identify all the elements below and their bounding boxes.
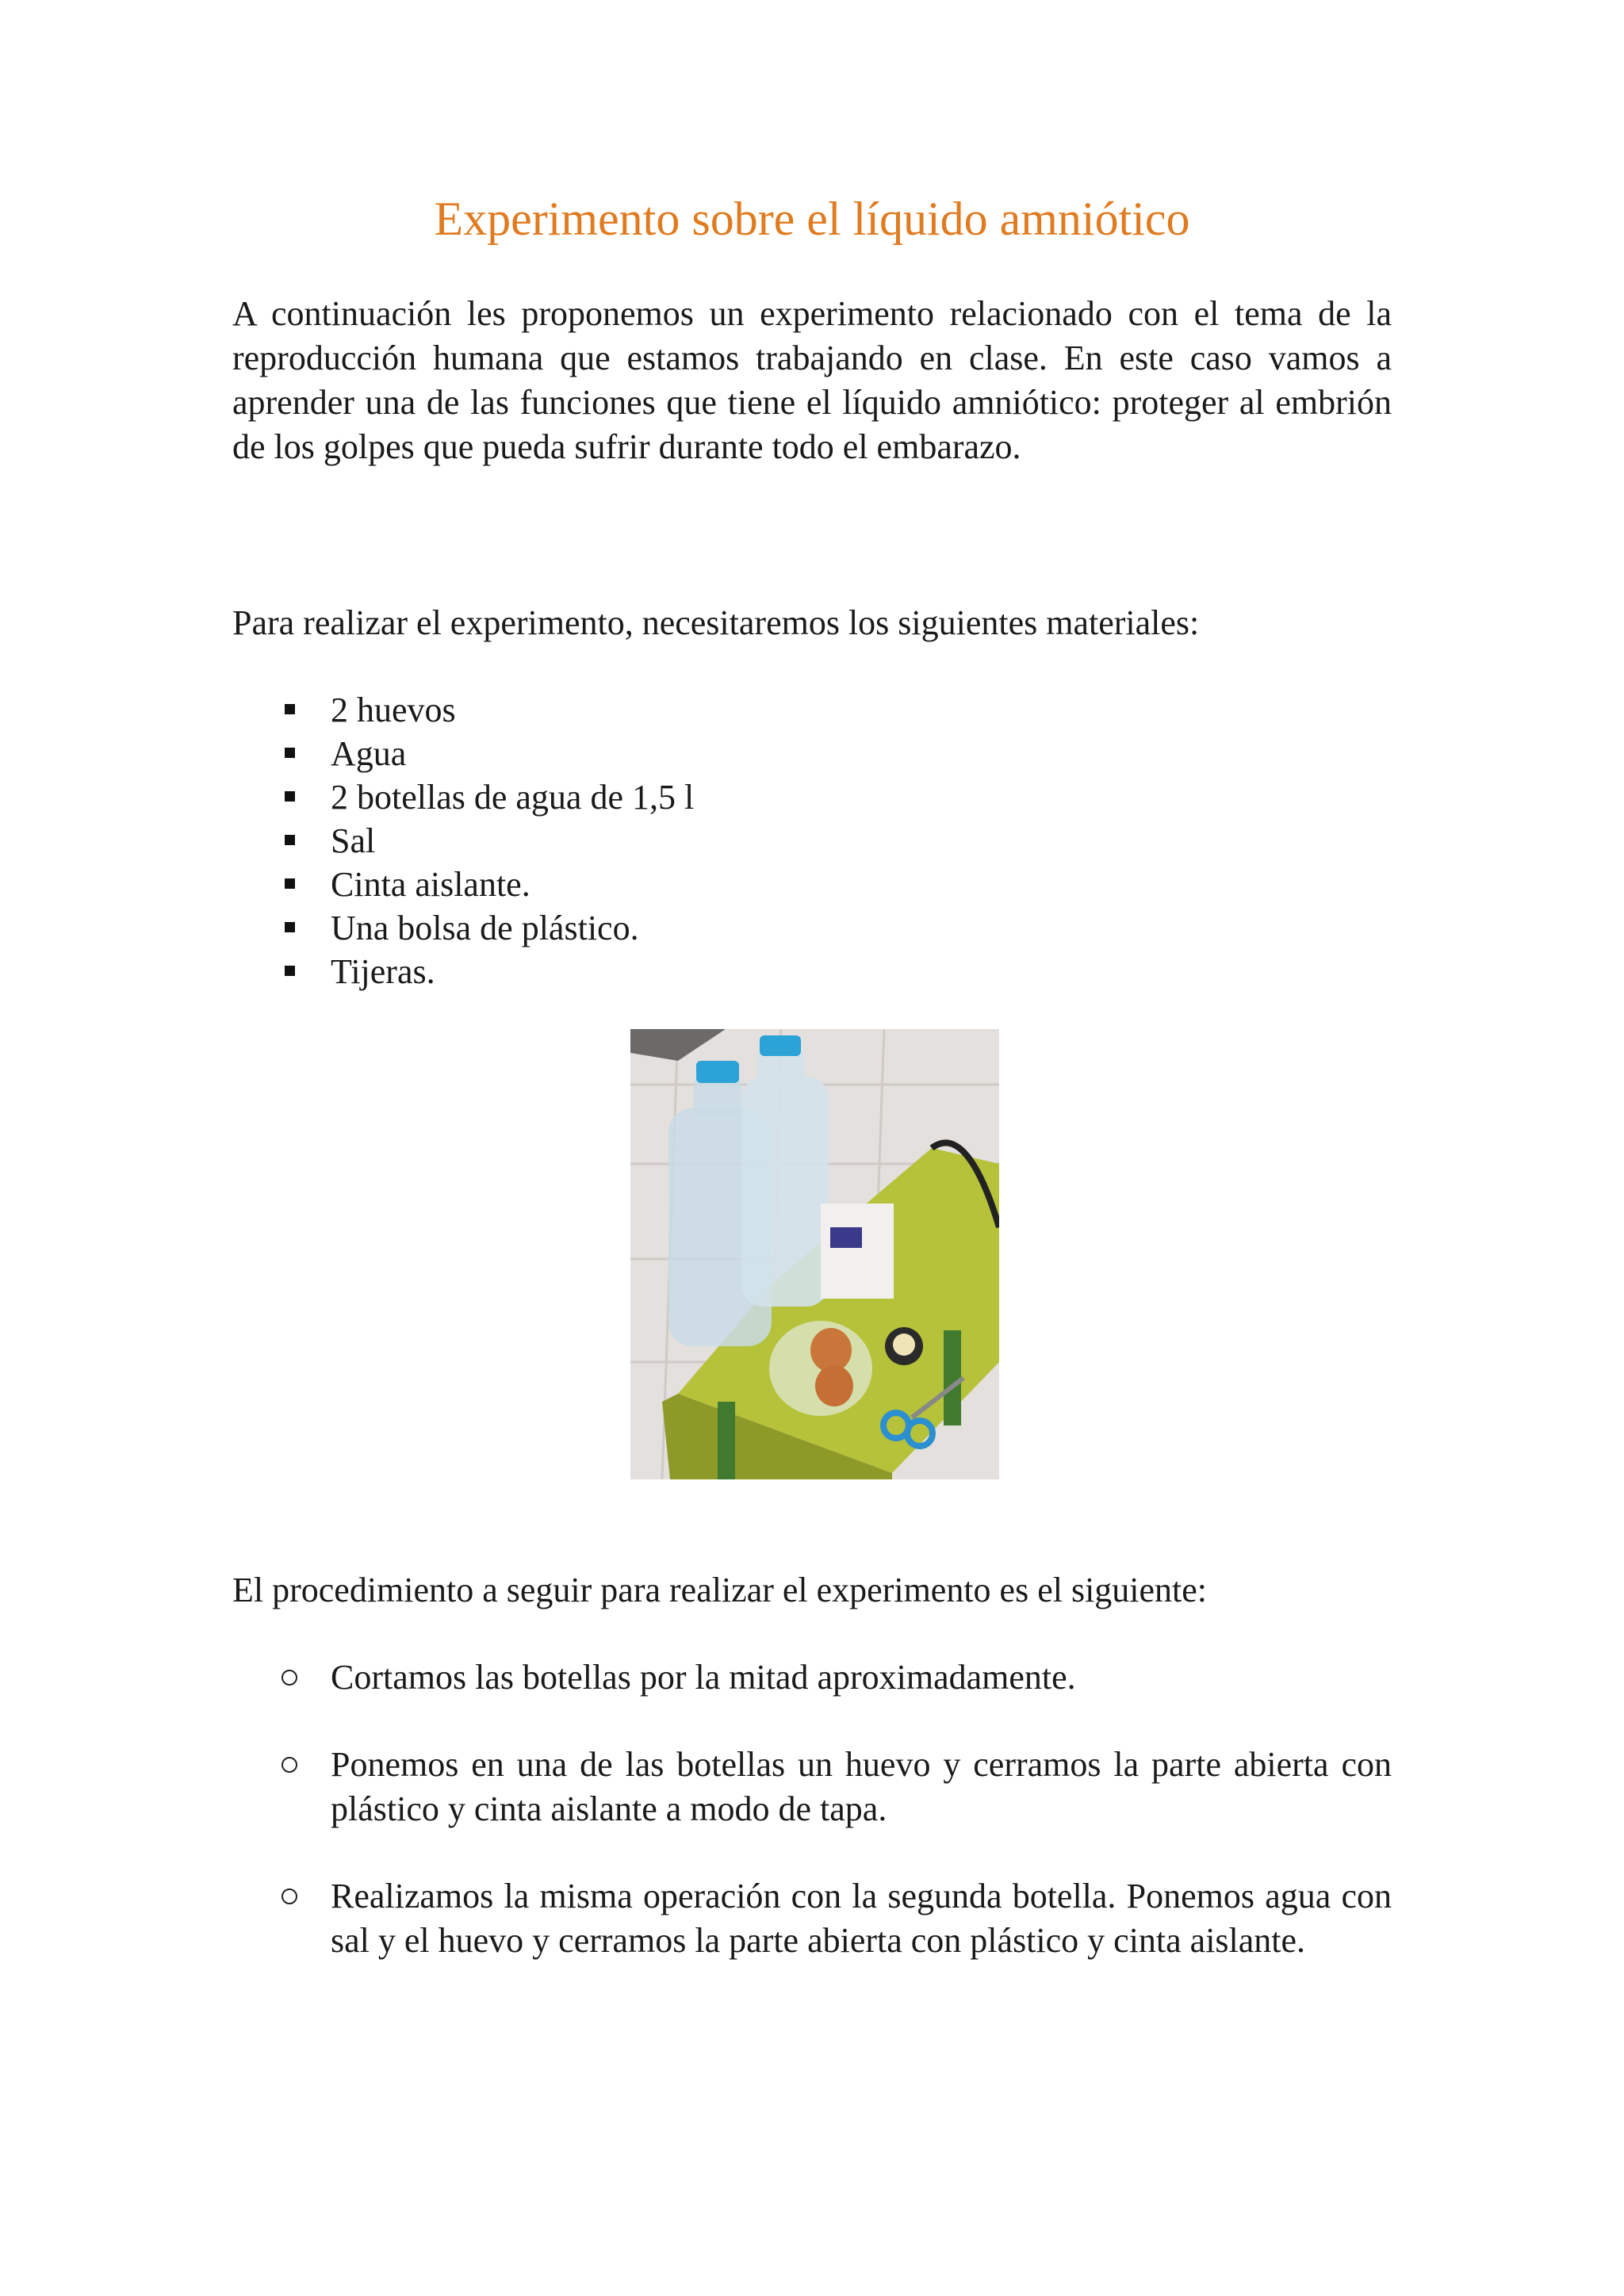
- list-item: 2 botellas de agua de 1,5 l: [232, 775, 1342, 819]
- intro-paragraph: A continuación les proponemos un experimento relacionado con el tema de la reproducción humana que estamos trabajando en clase. En este caso vamos a aprender una de las funciones que tiene el líquido amniótico: proteger al embrión de los golpes que pueda sufrir durante todo el embarazo.: [232, 294, 1392, 466]
- materials-photo-illustration: [630, 1029, 999, 1479]
- materials-photo: [630, 1029, 999, 1479]
- list-item: 2 huevos: [232, 688, 1342, 732]
- square-bullet-icon: [285, 835, 295, 845]
- procedure-intro: El procedimiento a seguir para realizar el experimento es el siguiente:: [232, 1571, 1208, 1609]
- circle-bullet-icon: [282, 1888, 297, 1904]
- square-bullet-icon: [285, 878, 295, 889]
- square-bullet-icon: [285, 966, 295, 976]
- list-item: Realizamos la misma operación con la segunda botella. Ponemos agua con sal y el huevo y cerramos la parte abierta con plástico y cinta aislante.: [232, 1874, 1392, 1963]
- square-bullet-icon: [285, 922, 295, 932]
- document-title: Experimento sobre el líquido amniótico: [434, 193, 1190, 245]
- list-item: Ponemos en una de las botellas un huevo y cerramos la parte abierta con plástico y cinta aislante a modo de tapa.: [232, 1743, 1392, 1831]
- procedure-steps: [232, 1655, 1392, 1963]
- list-item: Una bolsa de plástico.: [232, 906, 1342, 950]
- list-item: Cinta aislante.: [232, 863, 1342, 906]
- circle-bullet-icon: [282, 1757, 297, 1773]
- square-bullet-icon: [285, 748, 295, 758]
- list-item: Sal: [232, 819, 1342, 863]
- materials-list: [232, 688, 1342, 993]
- list-item: Tijeras.: [232, 950, 1342, 993]
- square-bullet-icon: [285, 704, 295, 714]
- materials-intro: Para realizar el experimento, necesitaremos los siguientes materiales:: [232, 603, 1200, 642]
- list-item: Agua: [232, 732, 1342, 775]
- square-bullet-icon: [285, 791, 295, 802]
- list-item: Cortamos las botellas por la mitad aproximadamente.: [232, 1655, 1392, 1700]
- circle-bullet-icon: [282, 1670, 297, 1686]
